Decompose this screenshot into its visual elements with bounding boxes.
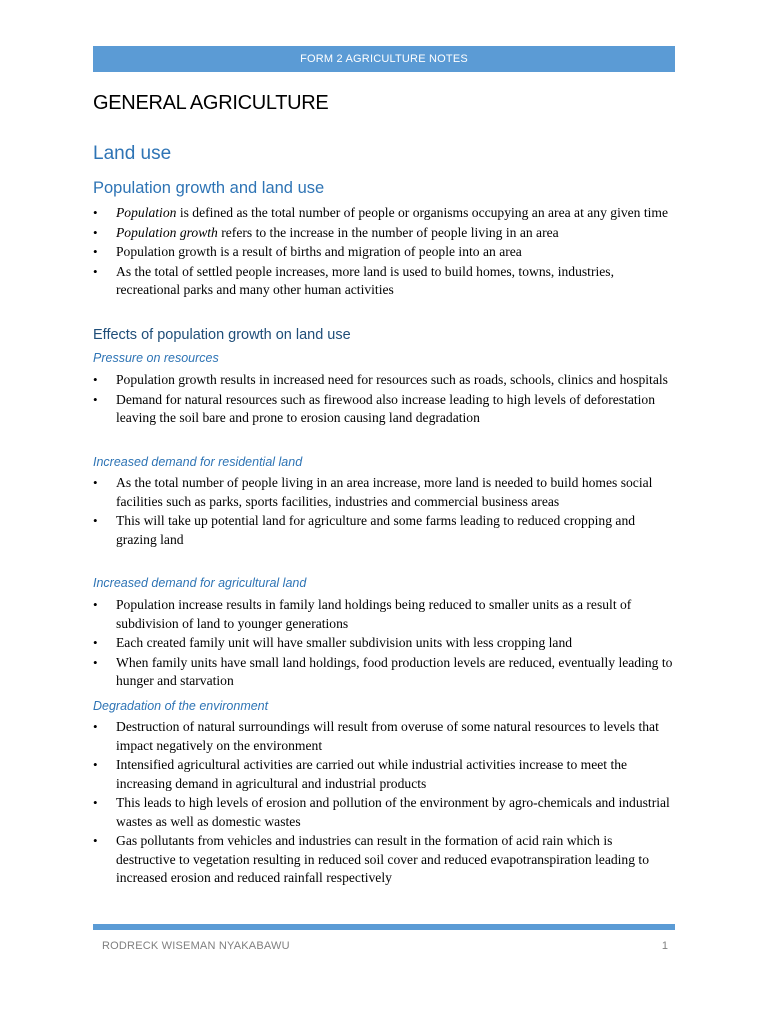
effects-heading: Effects of population growth on land use xyxy=(93,327,351,343)
list-item: • When family units have small land holdings, food production levels are reduced, eventually leading to hunger and starvation xyxy=(93,654,675,691)
page-number: 1 xyxy=(661,940,668,952)
item-text: Population growth is a result of births and migration of people into an area xyxy=(116,244,522,259)
document-title: GENERAL AGRICULTURE xyxy=(93,92,329,114)
effect-list-residential xyxy=(93,474,675,550)
effect-list-pressure xyxy=(93,371,675,429)
list-item: • Destruction of natural surroundings will result from overuse of some natural resources to levels that impact negatively on the environment xyxy=(93,718,675,755)
effect-heading-agricultural: Increased demand for agricultural land xyxy=(93,576,307,590)
section-heading: Land use xyxy=(93,143,172,164)
list-item: • Demand for natural resources such as firewood also increase leading to high levels of deforestation leaving the soil bare and prone to erosion causing land degradation xyxy=(93,391,675,428)
list-item xyxy=(93,263,675,300)
list-item: • Gas pollutants from vehicles and industries can result in the formation of acid rain which is destructive to vegetation resulting in reduced soil cover and reduced evapotranspiration leading to increased erosion and reduced rainfall respectively xyxy=(93,832,675,888)
effect-heading-residential: Increased demand for residential land xyxy=(93,455,303,469)
definition: refers to the increase in the number of people living in an area xyxy=(217,224,559,240)
header-title: FORM 2 AGRICULTURE NOTES xyxy=(300,53,468,65)
subsection-heading: Population growth and land use xyxy=(93,179,325,197)
effect-heading-degradation: Degradation of the environment xyxy=(93,699,269,713)
list-item: • Population growth results in increased need for resources such as roads, schools, clinics and hospitals xyxy=(93,371,675,390)
effect-list-degradation xyxy=(93,718,675,889)
list-item: • Each created family unit will have smaller subdivision units with less cropping land xyxy=(93,634,675,653)
intro-bullet-list xyxy=(93,204,675,301)
list-item xyxy=(93,243,675,262)
list-item: • Intensified agricultural activities are carried out while industrial activities increase to meet the increasing demand in agricultural and industrial products xyxy=(93,756,675,793)
footer-rule xyxy=(93,924,675,930)
footer-author: RODRECK WISEMAN NYAKABAWU xyxy=(102,940,290,952)
item-text: As the total of settled people increases, more land is used to build homes, towns, industries, recreational parks and many other human activities xyxy=(116,263,614,297)
effect-heading-pressure: Pressure on resources xyxy=(93,351,219,365)
list-item xyxy=(93,224,675,243)
list-item: • As the total number of people living in an area increase, more land is needed to build homes social facilities such as parks, sports facilities, industries and commercial business areas xyxy=(93,474,675,511)
term: Population xyxy=(116,205,177,220)
list-item xyxy=(93,204,675,223)
list-item: • This leads to high levels of erosion and pollution of the environment by agro-chemicals and industrial wastes as well as domestic wastes xyxy=(93,794,675,831)
page-header-band xyxy=(93,46,675,72)
definition: is defined as the total number of people or organisms occupying an area at any given time xyxy=(176,205,669,220)
list-item: • Population increase results in family land holdings being reduced to smaller units as a result of subdivision of land to younger generations xyxy=(93,596,675,633)
list-item: • This will take up potential land for agriculture and some farms leading to reduced cropping and grazing land xyxy=(93,512,675,549)
term: Population growth xyxy=(116,224,218,240)
effect-list-agricultural xyxy=(93,596,675,692)
